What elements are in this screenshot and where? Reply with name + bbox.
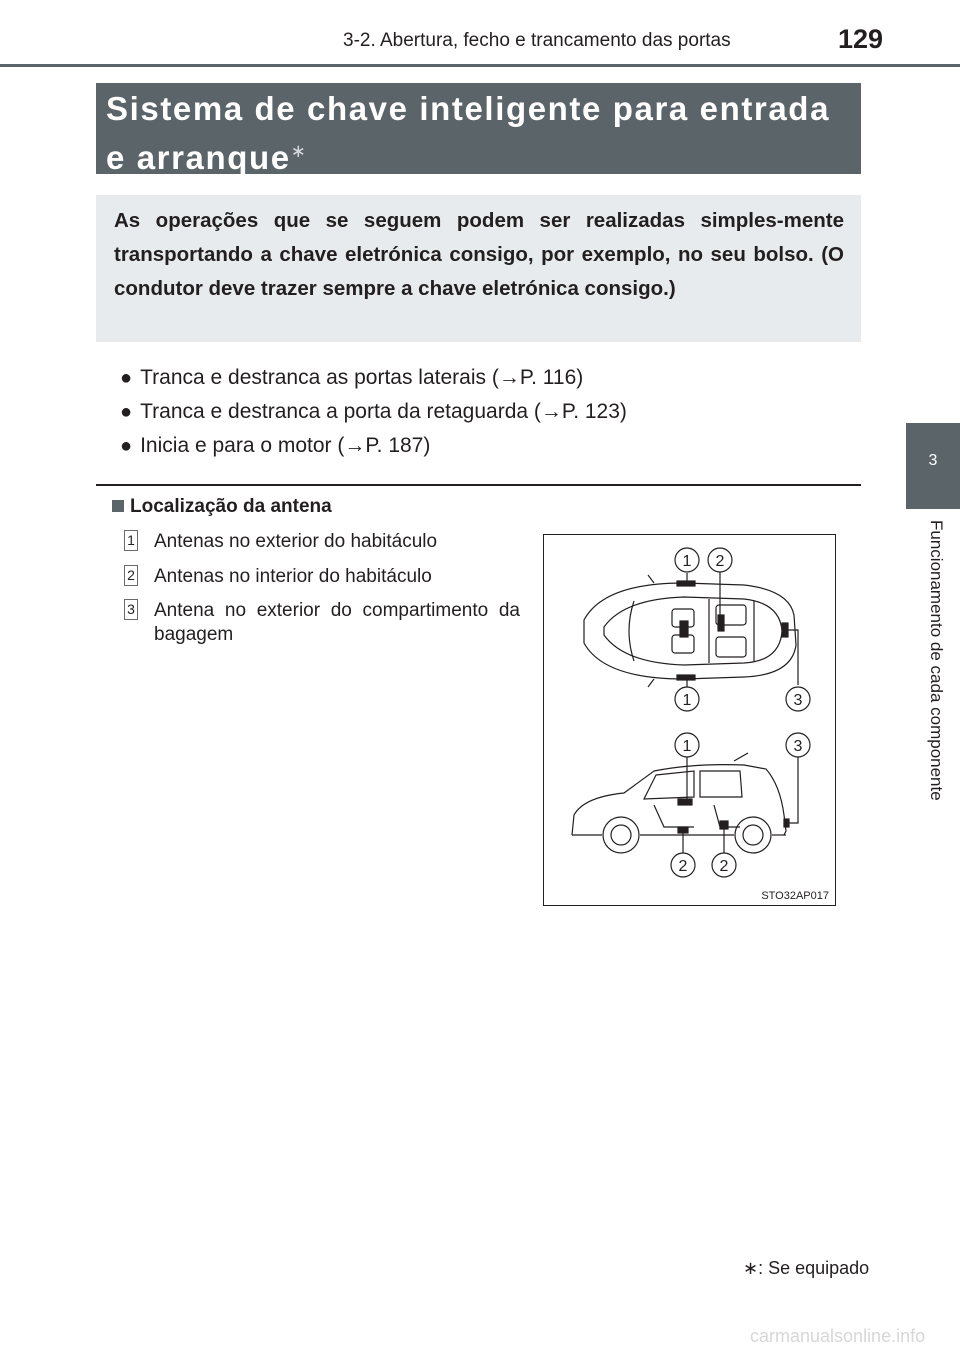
chapter-tab-number: 3 — [928, 452, 938, 469]
bullet-item: ● Tranca e destranca a porta da retaguarda (→P. 123) — [120, 400, 627, 423]
bullet-item: ● Inicia e para o motor (→P. 187) — [120, 434, 431, 457]
callout-1: 1 — [682, 692, 692, 709]
header-rule — [0, 64, 960, 67]
callout-2: 2 — [719, 858, 729, 875]
car-illustration — [544, 535, 835, 905]
antenna-diagram — [543, 534, 836, 906]
title-banner — [96, 83, 861, 174]
square-bullet-icon — [112, 500, 124, 512]
title-line-2: e arranque — [106, 139, 291, 176]
callout-1: 1 — [682, 553, 692, 570]
bullet-icon: ● — [120, 367, 133, 389]
list-item: 3 Antena no exterior do compartimento da bagagem — [124, 599, 520, 647]
page-title — [106, 88, 851, 179]
footnote: ∗: Se equipado — [743, 1258, 870, 1278]
intro-text: As operações que se seguem podem ser realizadas simples-mente transportando a chave eletrónica consigo, por exemplo, no seu bolso. (O condutor deve trazer sempre a chave eletrónica consigo.) — [114, 209, 844, 300]
bullet-icon: ● — [120, 435, 133, 457]
number-box: 3 — [124, 599, 138, 620]
list-item: 1 Antenas no exterior do habitáculo — [124, 530, 516, 554]
callout-3: 3 — [793, 692, 803, 709]
bullet-icon: ● — [120, 401, 133, 423]
chapter-tab-label: Funcionamento de cada componente — [927, 520, 946, 801]
section-heading: Localização da antena — [112, 496, 332, 518]
callout-3: 3 — [793, 738, 803, 755]
section-divider — [96, 484, 861, 486]
list-item: 2 Antenas no interior do habitáculo — [124, 565, 516, 589]
bullet-item: ● Tranca e destranca as portas laterais (→P. 116) — [120, 366, 584, 389]
running-header: 3-2. Abertura, fecho e trancamento das portas — [343, 30, 731, 51]
figure-code: STO32AP017 — [761, 890, 829, 902]
number-box: 2 — [124, 565, 138, 586]
intro-box — [96, 195, 861, 342]
page-number: 129 — [838, 24, 884, 54]
watermark: carmanualsonline.info — [750, 1326, 926, 1346]
callout-2: 2 — [678, 858, 688, 875]
title-asterisk: ∗ — [290, 141, 308, 161]
callout-1: 1 — [682, 738, 692, 755]
callout-2: 2 — [715, 553, 725, 570]
title-line-1: Sistema de chave inteligente para entrada — [106, 90, 831, 127]
number-box: 1 — [124, 530, 138, 551]
